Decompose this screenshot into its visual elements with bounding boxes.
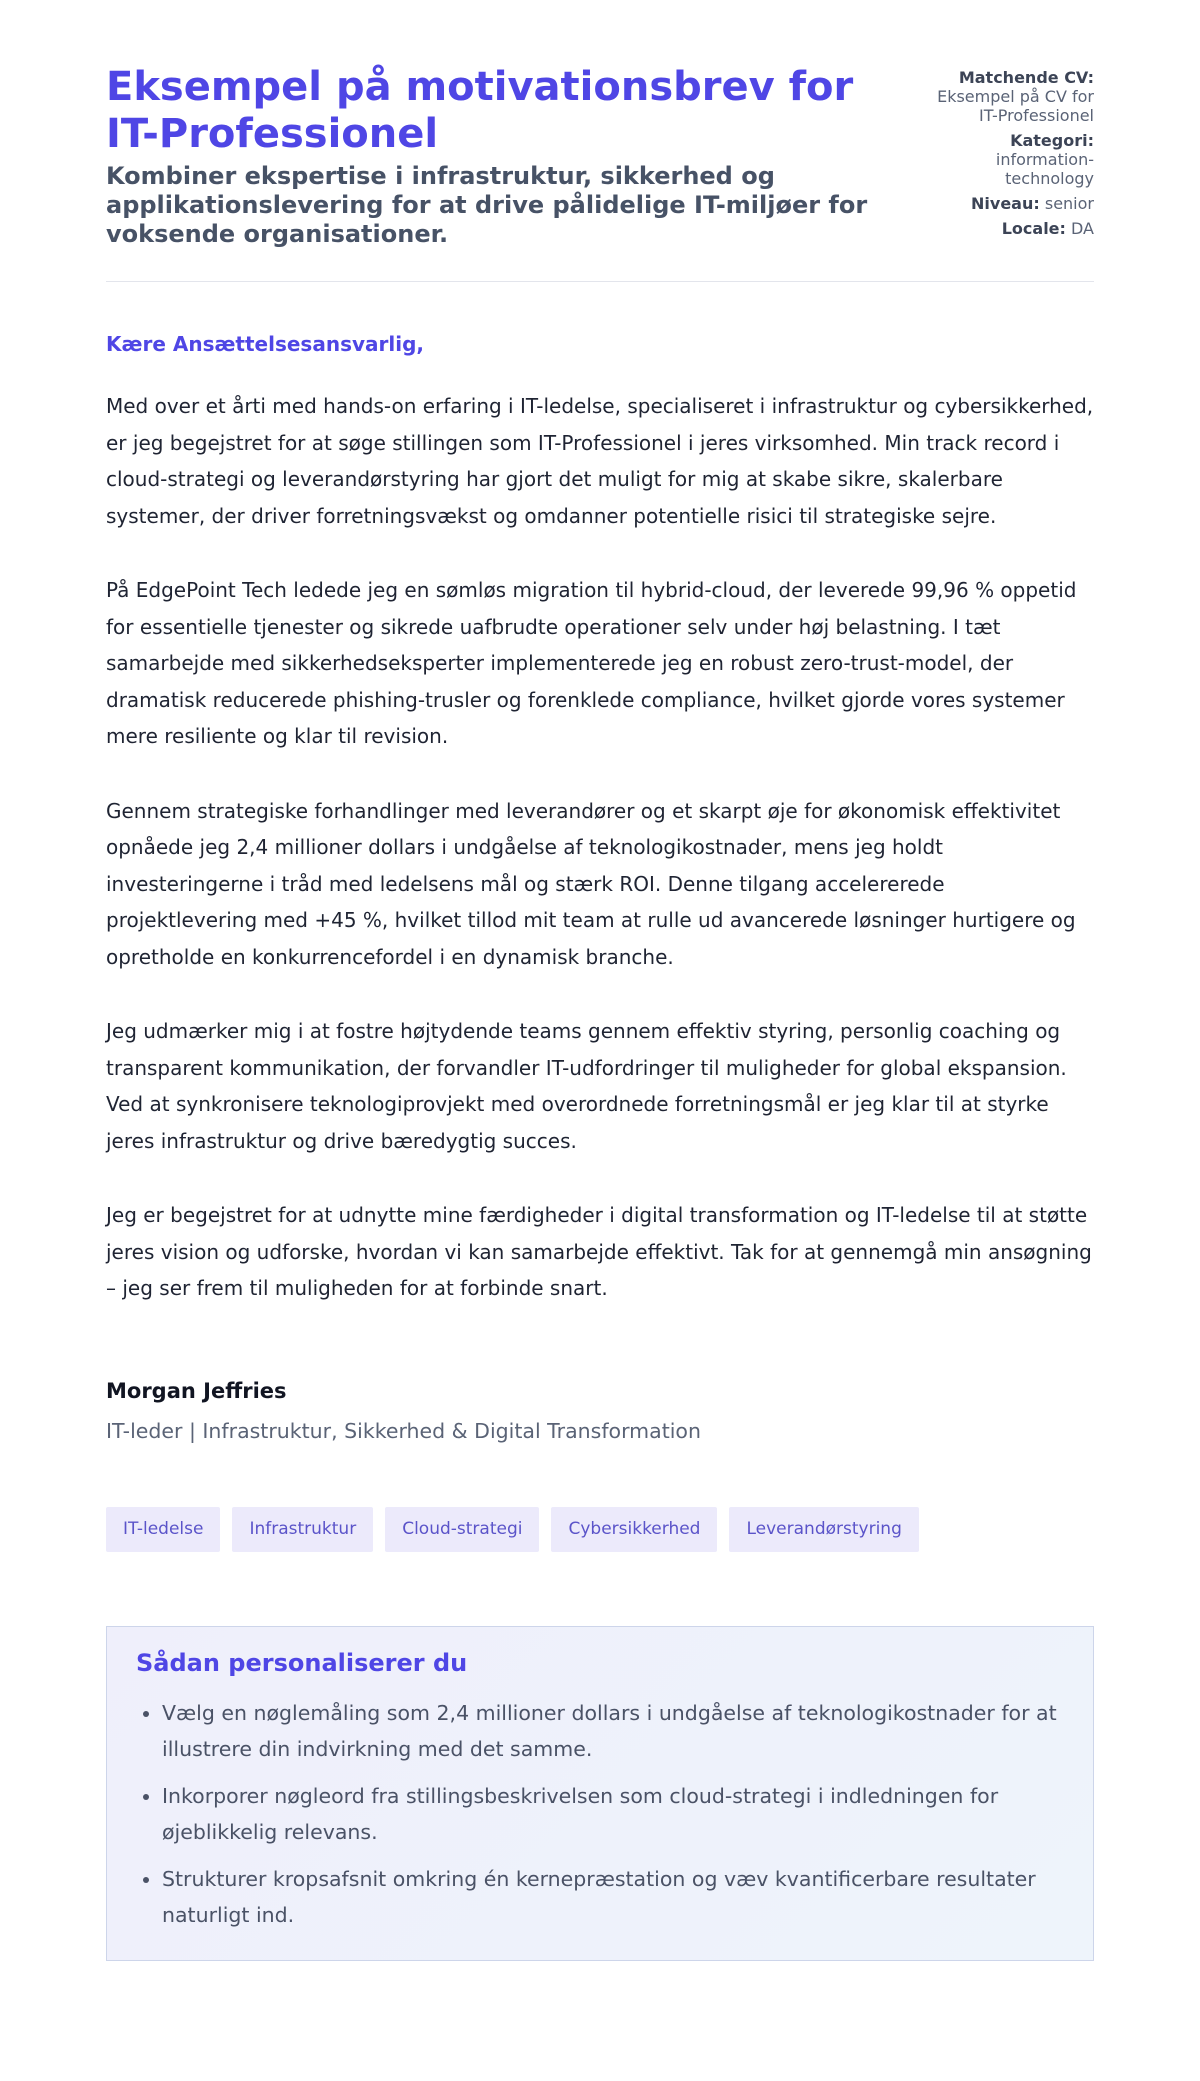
skill-tags <box>106 1507 1094 1552</box>
cover-letter-page <box>106 0 1094 1961</box>
meta-category <box>914 131 1094 188</box>
letter-paragraph: Gennem strategiske forhandlinger med leverandører og et skarpt øje for økonomisk effektivitet opnåede jeg 2,4 millioner dollars i undgåelse af teknologikostnader, mens jeg holdt investeringerne i tråd med ledelsens mål og stærk ROI. Denne tilgang accelererede projektlevering med +45 %, hvilket tillod mit team at rulle ud avancerede løsninger hurtigere og opretholde en konkurrencefordel i en dynamisk branche. <box>106 798 1076 969</box>
letter-paragraph: Jeg udmærker mig i at fostre højtydende teams gennem effektiv styring, personlig coaching og transparent kommunikation, der forvandler IT-udfordringer til muligheder for global ekspansion. Ved at synkronisere teknologiprovjekt med overordnede forretningsmål er jeg klar til at styrke jeres infrastruktur og drive bæredygtig succes. <box>106 1019 1067 1153</box>
skill-tag: Cloud-strategi <box>385 1507 539 1552</box>
meta-level-value: senior <box>1044 194 1094 213</box>
skill-tag: Cybersikkerhed <box>551 1507 717 1552</box>
skill-tag: Infrastruktur <box>232 1507 373 1552</box>
tip-item: • Inkorporer nøgleord fra stillingsbeskrivelsen som cloud-strategi i indledningen for øjeblikkelig relevans. <box>162 1778 1063 1851</box>
salutation: Kære Ansættelsesansvarlig, <box>106 332 424 356</box>
tip-item: • Strukturer kropsafsnit omkring én kernepræstation og væv kvantificerbare resultater naturligt ind. <box>162 1861 1063 1934</box>
letter-paragraph: På EdgePoint Tech ledede jeg en sømløs migration til hybrid-cloud, der leverede 99,96 % oppetid for essentielle tjenester og sikrede uafbrudte operationer selv under høj belastning. I tæt samarbejde med sikkerhedseksperter implementerede jeg en robust zero-trust-model, der dramatisk reducerede phishing-trusler og forenklede compliance, hvilket gjorde vores systemer mere resiliente og klar til revision. <box>106 578 1077 748</box>
letter-paragraph: Jeg er begejstret for at udnytte mine færdigheder i digital transformation og IT-ledelse til at støtte jeres vision og udforske, hvordan vi kan samarbejde effektivt. Tak for at gennemgå min ansøgning – jeg ser frem til muligheden for at forbinde snart. <box>106 1203 1092 1300</box>
meta-cv-label: Matchende CV: <box>958 68 1094 87</box>
meta-level <box>914 194 1094 213</box>
header <box>106 64 1094 282</box>
tips-list <box>136 1695 1063 1934</box>
meta-locale <box>914 219 1094 238</box>
page-title: Eksempel på motivationsbrev for IT-Professionel <box>106 64 854 157</box>
tips-heading: Sådan personaliserer du <box>136 1648 468 1677</box>
personalization-tips-box <box>106 1626 1094 1961</box>
meta-level-label: Niveau: <box>971 194 1040 213</box>
meta-cv-value: Eksempel på CV for IT-Professionel <box>937 87 1094 125</box>
metadata-panel <box>914 64 1094 244</box>
meta-category-value: information-technology <box>995 150 1094 188</box>
skill-tag: IT-ledelse <box>106 1507 220 1552</box>
page-subtitle: Kombiner ekspertise i infrastruktur, sikkerhed og applikationslevering for at drive pålidelige IT-miljøer for voksende organisationer. <box>106 162 868 248</box>
meta-matching-cv <box>914 68 1094 125</box>
signature-name: Morgan Jeffries <box>106 1378 287 1403</box>
letter-body <box>106 282 1094 1443</box>
skill-tag: Leverandørstyring <box>729 1507 918 1552</box>
tip-item: • Vælg en nøglemåling som 2,4 millioner dollars i undgåelse af teknologikostnader for at illustrere din indvirkning med det samme. <box>162 1695 1063 1768</box>
letter-paragraph: Med over et årti med hands-on erfaring i IT-ledelse, specialiseret i infrastruktur og cybersikkerhed, er jeg begejstret for at søge stillingen som IT-Professionel i jeres virksomhed. Min track record i cloud-strategi og leverandørstyring har gjort det muligt for mig at skabe sikre, skalerbare systemer, der driver forretningsvækst og omdanner potentielle risici til strategiske sejre. <box>106 394 1094 528</box>
header-main <box>106 64 896 249</box>
meta-category-label: Kategori: <box>1010 131 1094 150</box>
signature-title: IT-leder | Infrastruktur, Sikkerhed & Digital Transformation <box>106 1418 701 1443</box>
meta-locale-value: DA <box>1071 219 1094 238</box>
meta-locale-label: Locale: <box>1001 219 1066 238</box>
